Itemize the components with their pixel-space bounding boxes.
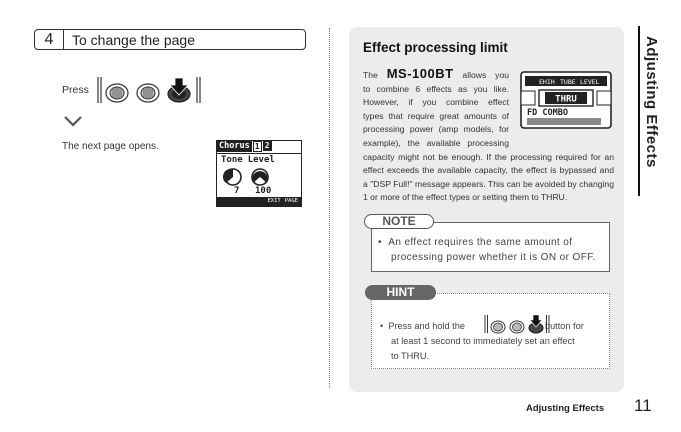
svg-text:FD COMBO: FD COMBO xyxy=(527,108,568,118)
note-text: • An effect requires the same amount of processing power whether it is ON or OFF. xyxy=(378,237,596,263)
brand-logo: MS-100BT xyxy=(386,66,454,81)
hint-text: • Press and hold the button for at least 1 second to immediately set an effect to THRU. xyxy=(380,321,584,361)
footswitches-illustration xyxy=(97,76,201,104)
hint-tag: HINT xyxy=(365,285,436,300)
lcd-page-2: 2 xyxy=(263,141,272,151)
lcd-effect-tab: Chorus xyxy=(219,141,250,151)
press-label: Press xyxy=(62,84,89,96)
effect-limit-paragraph: The MS-100BT allows you to combine 6 effects as you like. However, if you combine effect types that require great amounts of processing power (amp models, for example), the available processing capacity might not be enough. If the processing required for an effect exceeds the available capacity, the effect is bypassed and a "DSP Full!" message appears. This can be avoided by changing 1 or more of the effect types or setting them to THRU. xyxy=(363,66,614,203)
chevron-down-icon xyxy=(63,114,83,128)
lcd-thru-screen xyxy=(519,70,613,130)
page-number: 11 xyxy=(634,396,652,415)
step-number: 4 xyxy=(35,30,64,49)
footswitch-3-pressed-icon xyxy=(168,78,190,102)
lcd-page-1: 1 xyxy=(253,141,262,152)
lcd-param-1-value: 7 xyxy=(234,186,240,196)
svg-text:LEVEL: LEVEL xyxy=(580,78,600,86)
lcd-param-2-name: Level xyxy=(247,155,275,165)
lcd-chorus-screen xyxy=(216,140,302,207)
lcd-param-2-value: 100 xyxy=(255,186,272,196)
lcd-page-label: PAGE xyxy=(284,198,298,204)
step-title: To change the page xyxy=(72,31,195,48)
knob-icon xyxy=(250,167,270,187)
svg-text:TUBE: TUBE xyxy=(560,78,576,86)
result-text: The next page opens. xyxy=(62,141,159,152)
panel-title: Effect processing limit xyxy=(363,40,508,55)
knob-icon xyxy=(223,167,243,187)
lcd-param-1-name: Tone xyxy=(221,155,243,165)
side-tab-label: Adjusting Effects xyxy=(643,36,660,168)
footswitches-hint-icon xyxy=(484,314,550,334)
note-tag: NOTE xyxy=(364,214,434,229)
footer-section-title: Adjusting Effects xyxy=(526,403,605,414)
step-header xyxy=(34,29,306,50)
footswitch-1-icon xyxy=(106,84,128,102)
lcd-exit-label: EXIT xyxy=(267,198,281,204)
svg-text:EHIH: EHIH xyxy=(539,78,555,86)
footswitch-2-icon xyxy=(137,84,159,102)
column-divider xyxy=(329,28,330,388)
svg-text:THRU: THRU xyxy=(555,94,577,105)
